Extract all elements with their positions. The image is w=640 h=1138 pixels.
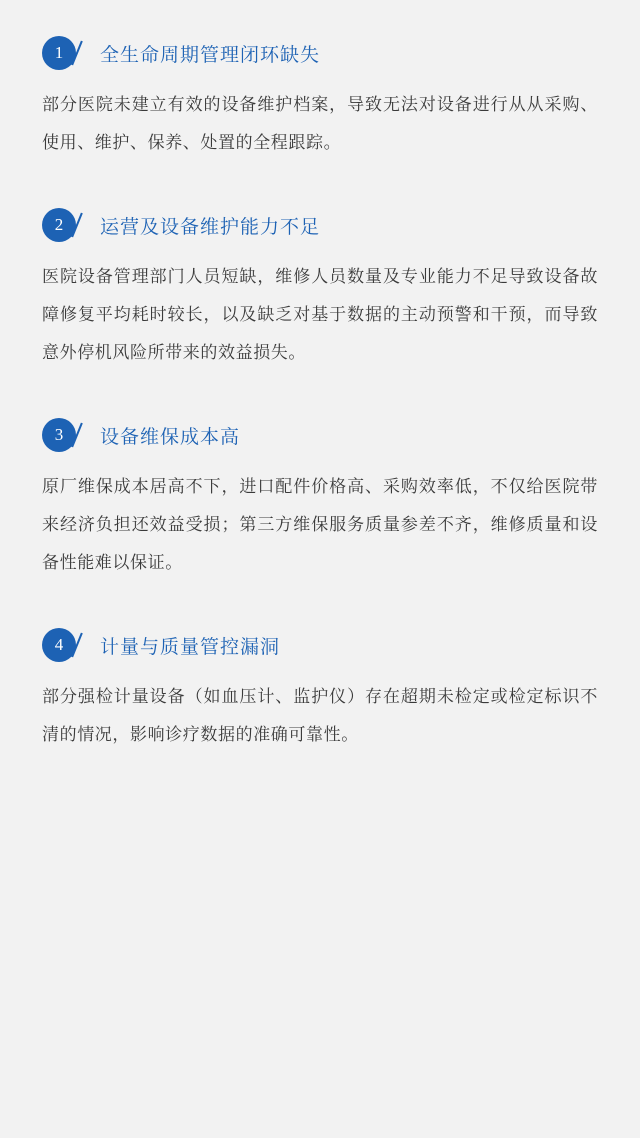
section-header: [42, 36, 598, 70]
section-number-badge-wrap: [42, 208, 100, 242]
section-item: [42, 208, 598, 372]
section-number-badge: 1: [42, 36, 76, 70]
section-number-badge-wrap: [42, 418, 100, 452]
section-title: 全生命周期管理闭环缺失: [100, 44, 321, 66]
section-body: 部分医院未建立有效的设备维护档案，导致无法对设备进行从从采购、使用、维护、保养、处置的全程跟踪。: [42, 95, 598, 152]
section-title: 设备维保成本高: [100, 426, 241, 448]
section-number-badge-wrap: [42, 628, 100, 662]
section-title: 计量与质量管控漏洞: [100, 636, 281, 658]
section-number-badge-wrap: [42, 36, 100, 70]
section-header: [42, 208, 598, 242]
section-item: [42, 0, 598, 162]
section-item: [42, 628, 598, 754]
section-number-badge: 3: [42, 418, 76, 452]
section-body: 部分强检计量设备（如血压计、监护仪）存在超期未检定或检定标识不清的情况，影响诊疗数据的准确可靠性。: [42, 687, 598, 744]
section-number-badge: 4: [42, 628, 76, 662]
section-header: [42, 418, 598, 452]
section-body: 原厂维保成本居高不下，进口配件价格高、采购效率低，不仅给医院带来经济负担还效益受损；第三方维保服务质量参差不齐，维修质量和设备性能难以保证。: [42, 477, 598, 572]
section-number-badge: 2: [42, 208, 76, 242]
section-item: [42, 418, 598, 582]
section-header: [42, 628, 598, 662]
section-body: 医院设备管理部门人员短缺，维修人员数量及专业能力不足导致设备故障修复平均耗时较长，以及缺乏对基于数据的主动预警和干预，而导致意外停机风险所带来的效益损失。: [42, 267, 598, 362]
section-title: 运营及设备维护能力不足: [100, 216, 321, 238]
